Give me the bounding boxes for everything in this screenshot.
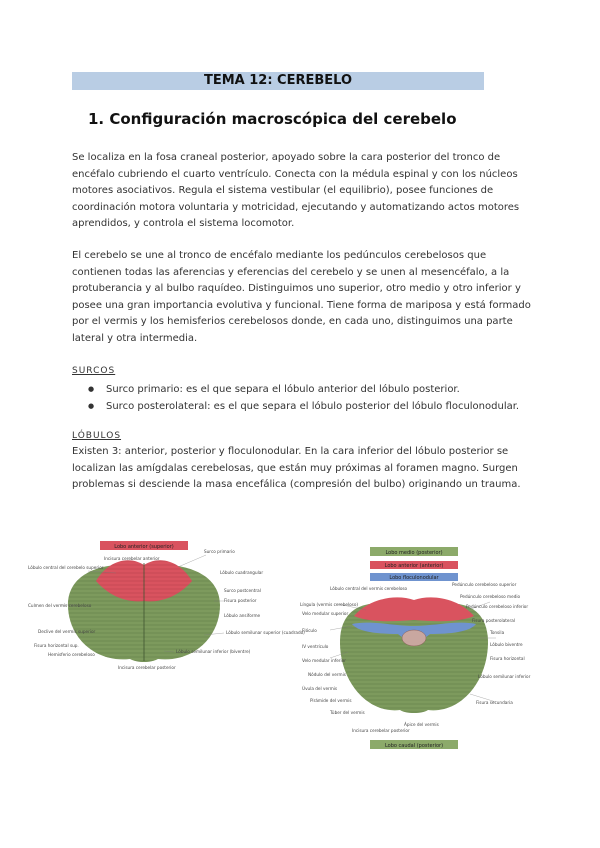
label-l12: Lóbulo semilunar superior (cuadrado) bbox=[226, 630, 305, 635]
label-r7: Nódulo del vermis bbox=[308, 672, 346, 677]
lobulos-paragraph: Existen 3: anterior, posterior y floculonodular. En la cara inferior del lóbulo posterior se localizan las amígdalas cerebelosas, que están muy próximas al foramen magno. Surgen problemas si desciende la masa encefálica (compresión del bulbo) originando un trauma. bbox=[72, 446, 521, 490]
label-r4: Flóculo bbox=[302, 628, 317, 633]
label-l4: Declive del vermis superior bbox=[38, 629, 96, 634]
label-r8: Úvula del vermis bbox=[302, 686, 338, 691]
label-l10: Fisura posterior bbox=[224, 598, 257, 603]
label-r20: Fisura secundaria bbox=[476, 700, 513, 705]
figure-cerebellum-inferior bbox=[300, 542, 560, 754]
label-r12: Pedúnculo cerebeloso superior bbox=[452, 582, 517, 587]
caption-top: Lobo medio (posterior) bbox=[385, 549, 443, 556]
surcos-list bbox=[88, 381, 519, 415]
label-l2: Lóbulo central del cerebelo superior bbox=[28, 565, 104, 570]
caption-mid: Lobo anterior (anterior) bbox=[384, 563, 444, 569]
label-l11: Lóbulo ansiforme bbox=[224, 613, 261, 618]
label-r6: Velo medular inferior bbox=[302, 658, 346, 663]
label-r16: Tonsila bbox=[490, 630, 505, 635]
brainstem-section bbox=[402, 630, 426, 646]
label-l1: Incisura cerebelar anterior bbox=[104, 556, 160, 561]
label-r2: Língula (vermis cerebeloso) bbox=[300, 602, 359, 607]
label-l13: Lóbulo semilunar inferior (bíventre) bbox=[176, 649, 251, 654]
caption-anterior: Lobo anterior (superior) bbox=[114, 543, 174, 550]
section-heading: 1. Configuración macroscópica del cerebelo bbox=[88, 110, 457, 128]
label-l14: Incisura cerebelar posterior bbox=[118, 665, 176, 670]
label-r11: Incisura cerebelar posterior bbox=[352, 728, 410, 733]
label-l6: Hemisferio cerebeloso bbox=[48, 652, 95, 657]
label-r18: Fisura horizontal bbox=[490, 656, 525, 661]
paragraph-1: Se localiza en la fosa craneal posterior, apoyado sobre la cara posterior del tronco de encéfalo cubriendo el cuarto ventrículo. Conecta con la médula espinal y con los núcleos motores asociativos. Regula el sistema vestibular (el equilibrio), posee funciones de coordinación motora voluntaria y motricidad, ejecutando y automatizando actos motores aprendidos, y controla el sistema locomotor. bbox=[72, 152, 520, 229]
surcos-heading: SURCOS bbox=[72, 366, 116, 376]
label-r19: Lóbulo semilunar inferior bbox=[478, 674, 531, 679]
label-l7: Surco primario bbox=[204, 549, 235, 554]
figure-cerebellum-superior bbox=[28, 535, 305, 675]
label-l8: Lóbulo cuadrangular bbox=[220, 570, 264, 575]
label-r10: Túber del vermis bbox=[330, 710, 365, 715]
label-r1: Lóbulo central del vermis cerebeloso bbox=[330, 586, 408, 591]
caption-fl: Lobo floculonodular bbox=[389, 575, 439, 581]
label-r21: Ápice del vermis bbox=[404, 722, 439, 727]
surcos-item: ● Surco posterolateral: es el que separa el lóbulo posterior del lóbulo floculonodular. bbox=[88, 398, 519, 415]
paragraph-2: El cerebelo se une al tronco de encéfalo mediante los pedúnculos cerebelosos que contienen todas las aferencias y eferencias del cerebelo y se unen al mesencéfalo, a la protuberancia y al bulbo raquídeo. Distinguimos uno superior, otro medio y otro inferior y posee una gran importancia evolutiva y funcional. Tiene forma de mariposa y está formado por el vermis y los hemisferios cerebelosos donde, en cada uno, distinguimos una parte lateral y otra intermedia. bbox=[72, 250, 531, 344]
label-r9: Pirámide del vermis bbox=[310, 698, 352, 703]
label-r14: Pedúnculo cerebeloso inferior bbox=[466, 604, 529, 609]
label-r15: Fisura posterolateral bbox=[472, 618, 515, 623]
label-r13: Pedúnculo cerebeloso medio bbox=[460, 594, 521, 599]
label-l3: Culmen del vermis cerebeloso bbox=[28, 603, 92, 608]
lobulos-heading: LÓBULOS bbox=[72, 431, 122, 441]
label-r3: Velo medular superior bbox=[302, 611, 349, 616]
document-title: TEMA 12: CEREBELO bbox=[72, 72, 484, 90]
label-r5: IV ventrículo bbox=[302, 644, 329, 649]
surcos-item: ● Surco primario: es el que separa el lóbulo anterior del lóbulo posterior. bbox=[88, 381, 519, 398]
label-l9: Surco postcentral bbox=[224, 588, 261, 593]
label-l5: Fisura horizontal sup. bbox=[34, 643, 79, 648]
caption-bottom: Lobo caudal (posterior) bbox=[384, 742, 444, 749]
label-r17: Lóbulo biventre bbox=[490, 642, 523, 647]
anterior-lobe-shape bbox=[354, 597, 474, 621]
